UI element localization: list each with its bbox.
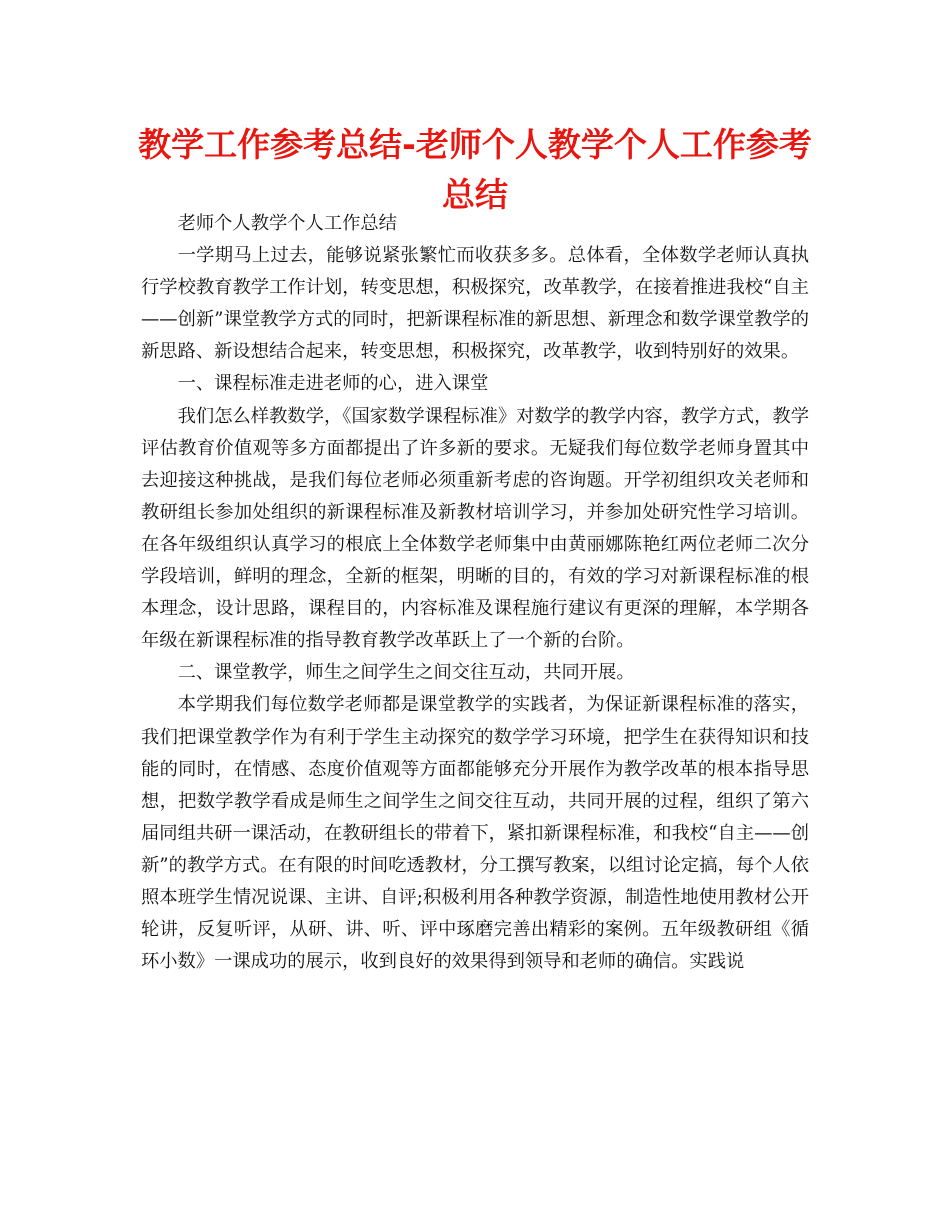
- paragraph-intro: 一学期马上过去，能够说紧张繁忙而收获多多。总体看，全体数学老师认真执行学校教育教学工作计划，转变思想，积极探究，改革教学，在接着推进我校“自主——创新”课堂教学方式的同时，把新课程标准的新思想、新理念和数学课堂教学的新思路、新设想结合起来，转变思想，积极探究，改革教学，收到特别好的效果。: [141, 245, 809, 363]
- section-heading-2: 二、课堂教学，师生之间学生之间交往互动，共同开展。: [177, 662, 635, 684]
- paragraph-section-2: 本学期我们每位数学老师都是课堂教学的实践者，为保证新课程标准的落实，我们把课堂教学作为有利于学生主动探究的数学学习环境，把学生在获得知识和技能的同时，在情感、态度价值观等方面都能够充分开展作为教学改革的根本指导思想，把数学教学看成是师生之间学生之间交往互动，共同开展的过程，组织了第六届同组共研一课活动，在教研组长的带着下，紧扣新课程标准，和我校“自主——创新”的教学方式。在有限的时间吃透教材，分工撰写教案，以组讨论定搞，每个人依照本班学生情况说课、主讲、自评;积极利用各种教学资源，制造性地使用教材公开轮讲，反复听评，从研、讲、听、评中琢磨完善出精彩的案例。五年级教研组《循环小数》一课成功的展示，收到良好的效果得到领导和老师的确信。实践说: [141, 694, 809, 973]
- document-title: 教学工作参考总结-老师个人教学个人工作参考总结: [138, 125, 812, 214]
- document-body: [141, 208, 809, 978]
- paragraph-section-1: 我们怎么样教数学，《国家数学课程标准》对数学的教学内容，教学方式，教学评估教育价值观等多方面都提出了许多新的要求。无疑我们每位数学老师身置其中去迎接这种挑战，是我们每位老师必须重新考虑的咨询题。开学初组织攻关老师和教研组长参加处组织的新课程标准及新教材培训学习，并参加处研究性学习培训。在各年级组织认真学习的根底上全体数学老师集中由黄丽娜陈艳红两位老师二次分学段培训，鲜明的理念，全新的框架，明晰的目的，有效的学习对新课程标准的根本理念，设计思路，课程目的，内容标准及课程施行建议有更深的理解，本学期各年级在新课程标准的指导教育教学改革跃上了一个新的台阶。: [141, 405, 809, 652]
- paragraph-heading: 老师个人教学个人工作总结: [177, 213, 397, 234]
- section-heading-1: 一、课程标准走进老师的心，进入课堂: [177, 373, 489, 395]
